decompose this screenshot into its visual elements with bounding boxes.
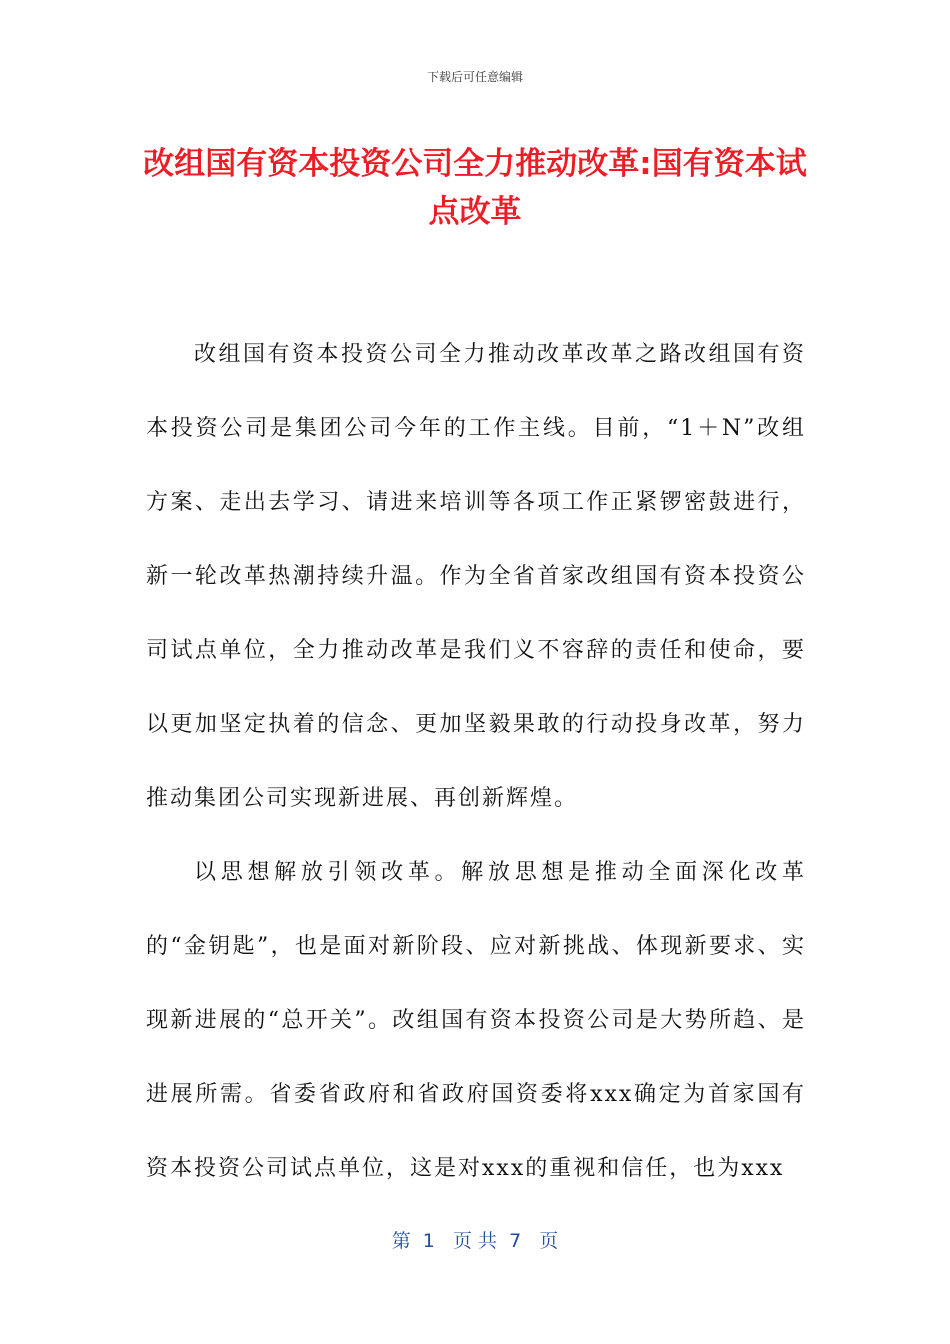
header-note: 下载后可任意编辑 — [426, 70, 523, 84]
document-body — [146, 318, 806, 1206]
paragraph: 改组国有资本投资公司全力推动改革改革之路改组国有资本投资公司是集团公司今年的工作主线。目前，“1＋N”改组方案、走出去学习、请进来培训等各项工作正紧锣密鼓进行，新一轮改革热潮持续升温。作为全省首家改组国有资本投资公司试点单位，全力推动改革是我们义不容辞的责任和使命，要以更加坚定执着的信念、更加坚毅果敢的行动投身改革，努力推动集团公司实现新进展、再创新辉煌。 — [146, 342, 806, 811]
document-title: 改组国有资本投资公司全力推动改革:国有资本试点改革 — [143, 146, 807, 230]
paragraph: 以思想解放引领改革。解放思想是推动全面深化改革的“金钥匙”，也是面对新阶段、应对新挑战、体现新要求、实现新进展的“总开关”。改组国有资本投资公司是大势所趋、是进展所需。省委省政府和省政府国资委将xxx确定为首家国有资本投资公司试点单位，这是对xxx的重视和信任，也为xxx — [146, 860, 806, 1181]
page-number: 第 1 页 共 7 页 — [391, 1230, 559, 1252]
